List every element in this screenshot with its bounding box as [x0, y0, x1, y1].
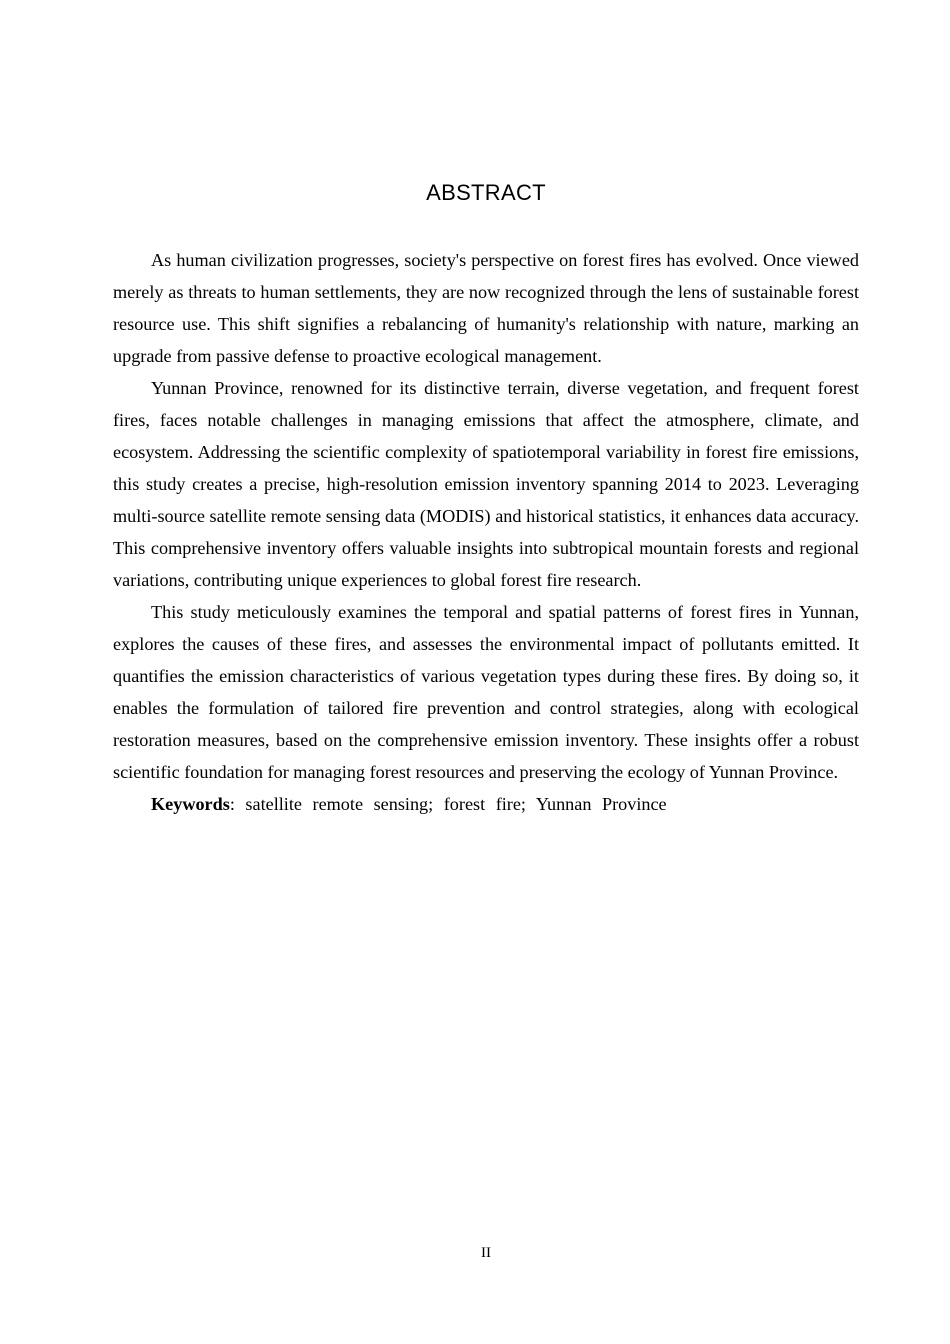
abstract-paragraph-3: This study meticulously examines the temporal and spatial patterns of forest fires in Yunnan, explores the causes of these fires, and assesses the environmental impact of pollutants emitted. It quantifies the emission characteristics of various vegetation types during these fires. By doing so, it enables the formulation of tailored fire prevention and control strategies, along with ecological restoration measures, based on the comprehensive emission inventory. These insights offer a robust scientific foundation for managing forest resources and preserving the ecology of Yunnan Province.: [113, 602, 859, 782]
keywords-text: satellite remote sensing; forest fire; Yunnan Province: [245, 794, 667, 814]
keywords-separator: :: [229, 794, 246, 814]
abstract-body: [113, 244, 859, 820]
page-number: II: [481, 1245, 491, 1261]
keywords-label: Keywords: [151, 794, 230, 814]
abstract-paragraph-2: Yunnan Province, renowned for its distinctive terrain, diverse vegetation, and frequent forest fires, faces notable challenges in managing emissions that affect the atmosphere, climate, and ecosystem. Addressing the scientific complexity of spatiotemporal variability in forest fire emissions, this study creates a precise, high-resolution emission inventory spanning 2014 to 2023. Leveraging multi-source satellite remote sensing data (MODIS) and historical statistics, it enhances data accuracy. This comprehensive inventory offers valuable insights into subtropical mountain forests and regional variations, contributing unique experiences to global forest fire research.: [113, 378, 859, 590]
abstract-paragraph-1: As human civilization progresses, society's perspective on forest fires has evolved. Once viewed merely as threats to human settlements, they are now recognized through the lens of sustainable forest resource use. This shift signifies a rebalancing of humanity's relationship with nature, marking an upgrade from passive defense to proactive ecological management.: [113, 250, 859, 366]
keywords-line: [113, 788, 859, 820]
abstract-title: ABSTRACT: [426, 180, 546, 205]
